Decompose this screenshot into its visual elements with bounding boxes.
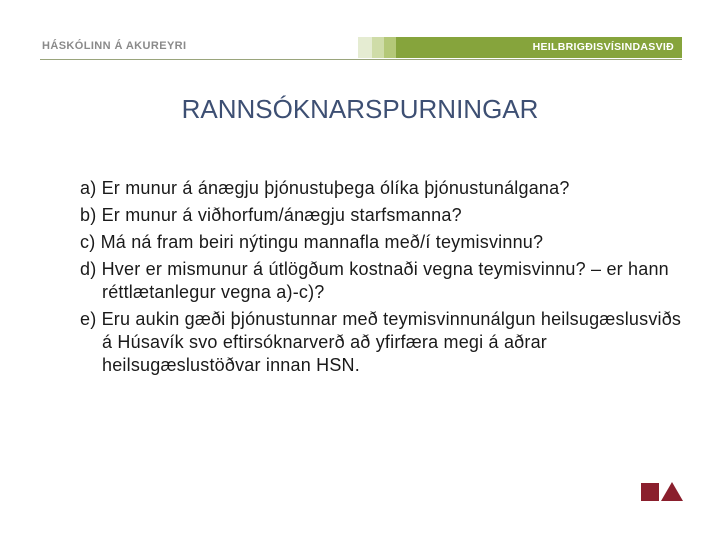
- banner-stripe: [384, 37, 396, 58]
- list-item: b) Er munur á viðhorfum/ánægju starfsmanna?: [80, 205, 462, 225]
- banner-stripe: [372, 37, 384, 58]
- list-item: e) Eru aukin gæði þjónustunnar með teymisvinnunálgun heilsugæslusviðs á Húsavík svo eftirsóknarverð að yfirfæra megi á aðrar heilsugæslustöðvar innan HSN.: [80, 309, 682, 375]
- university-logo-icon: [641, 481, 683, 503]
- banner-main: [396, 37, 682, 58]
- logo-square: [641, 483, 659, 501]
- banner-stripe: [358, 37, 372, 58]
- header-divider: [40, 59, 682, 60]
- faculty-banner: [358, 37, 682, 58]
- list-item: c) Má ná fram beiri nýtingu mannafla með/í teymisvinnu?: [80, 232, 544, 252]
- slide-title: RANNSÓKNARSPURNINGAR: [181, 94, 539, 124]
- institution-name: HÁSKÓLINN Á AKUREYRI: [42, 40, 187, 52]
- research-questions-list: [80, 177, 690, 381]
- list-item: d) Hver er mismunur á útlögðum kostnaði vegna teymisvinnu? – er hann réttlætanlegur vegna a)-c)?: [80, 259, 669, 302]
- list-item: a) Er munur á ánægju þjónustuþega ólíka þjónustunálgana?: [80, 178, 570, 198]
- faculty-name: HEILBRIGÐISVÍSINDASVIÐ: [532, 41, 674, 53]
- logo-triangle: [661, 482, 683, 501]
